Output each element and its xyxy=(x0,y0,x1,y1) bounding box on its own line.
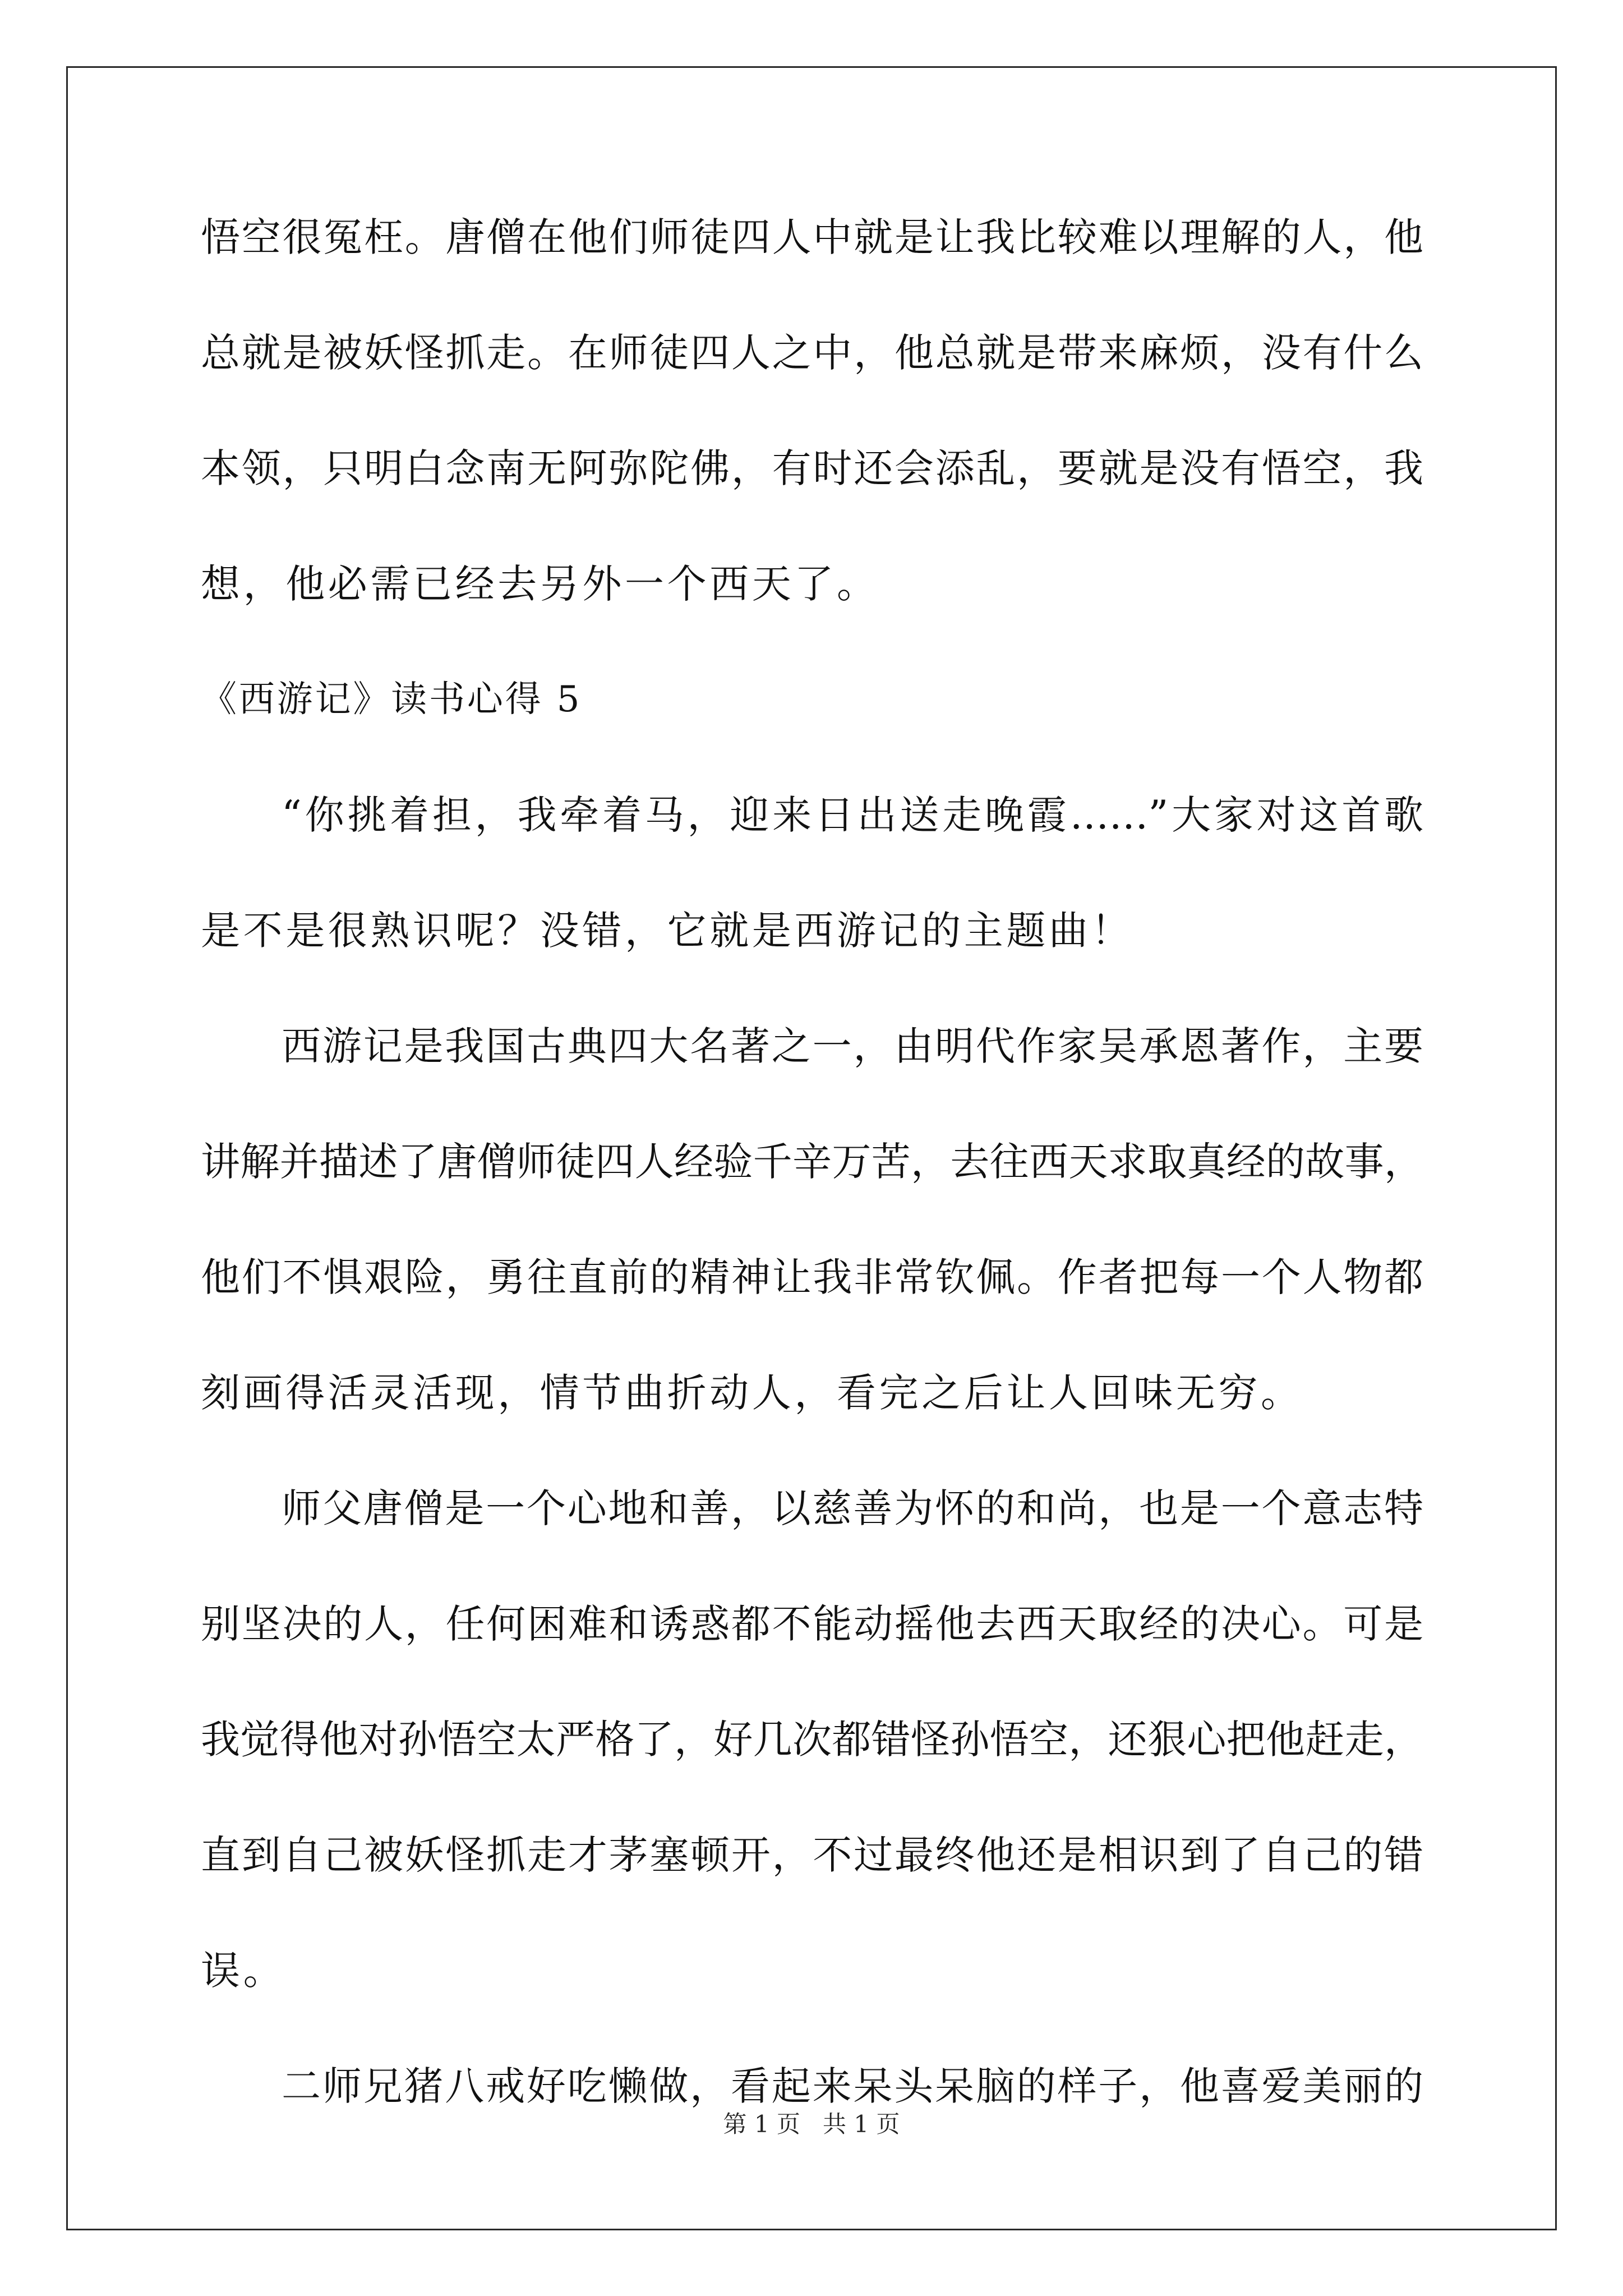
text-line: 误。 xyxy=(201,1948,286,1994)
text-line: 讲解并描述了唐僧师徒四人经验千辛万苦，去往西天求取真经的故事， xyxy=(201,1139,1423,1185)
text-line: 师父唐僧是一个心地和善，以慈善为怀的和尚，也是一个意志特 xyxy=(282,1485,1423,1531)
text-line: 我觉得他对孙悟空太严格了，好几次都错怪孙悟空，还狠心把他赶走， xyxy=(201,1717,1423,1763)
text-line: 总就是被妖怪抓走。在师徒四人之中，他总就是带来麻烦，没有什么 xyxy=(201,330,1423,376)
text-line: “你挑着担，我牵着马，迎来日出送走晚霞……”大家对这首歌 xyxy=(282,792,1423,838)
text-line: 西游记是我国古典四大名著之一，由明代作家吴承恩著作，主要 xyxy=(282,1023,1423,1069)
text-line: 本领，只明白念南无阿弥陀佛，有时还会添乱，要就是没有悟空，我 xyxy=(201,445,1423,491)
text-line: 直到自己被妖怪抓走才茅塞顿开，不过最终他还是相识到了自己的错 xyxy=(201,1832,1423,1878)
section-heading: 《西游记》读书心得 5 xyxy=(201,679,582,720)
text-line: 别坚决的人，任何困难和诱惑都不能动摇他去西天取经的决心。可是 xyxy=(201,1601,1423,1647)
text-line: 想，他必需已经去另外一个西天了。 xyxy=(201,561,879,607)
text-line: 刻画得活灵活现，情节曲折动人，看完之后让人回味无穷。 xyxy=(201,1370,1303,1416)
text-line: 是不是很熟识呢？没错，它就是西游记的主题曲！ xyxy=(201,908,1134,954)
text-line: 悟空很冤枉。唐僧在他们师徒四人中就是让我比较难以理解的人，他 xyxy=(201,214,1423,260)
text-line: 二师兄猪八戒好吃懒做，看起来呆头呆脑的样子，他喜爱美丽的 xyxy=(282,2063,1423,2109)
page-number-footer: 第 1 页 共 1 页 xyxy=(723,2110,900,2138)
document-body xyxy=(201,214,1423,2182)
text-line: 他们不惧艰险，勇往直前的精神让我非常钦佩。作者把每一个人物都 xyxy=(201,1254,1423,1300)
